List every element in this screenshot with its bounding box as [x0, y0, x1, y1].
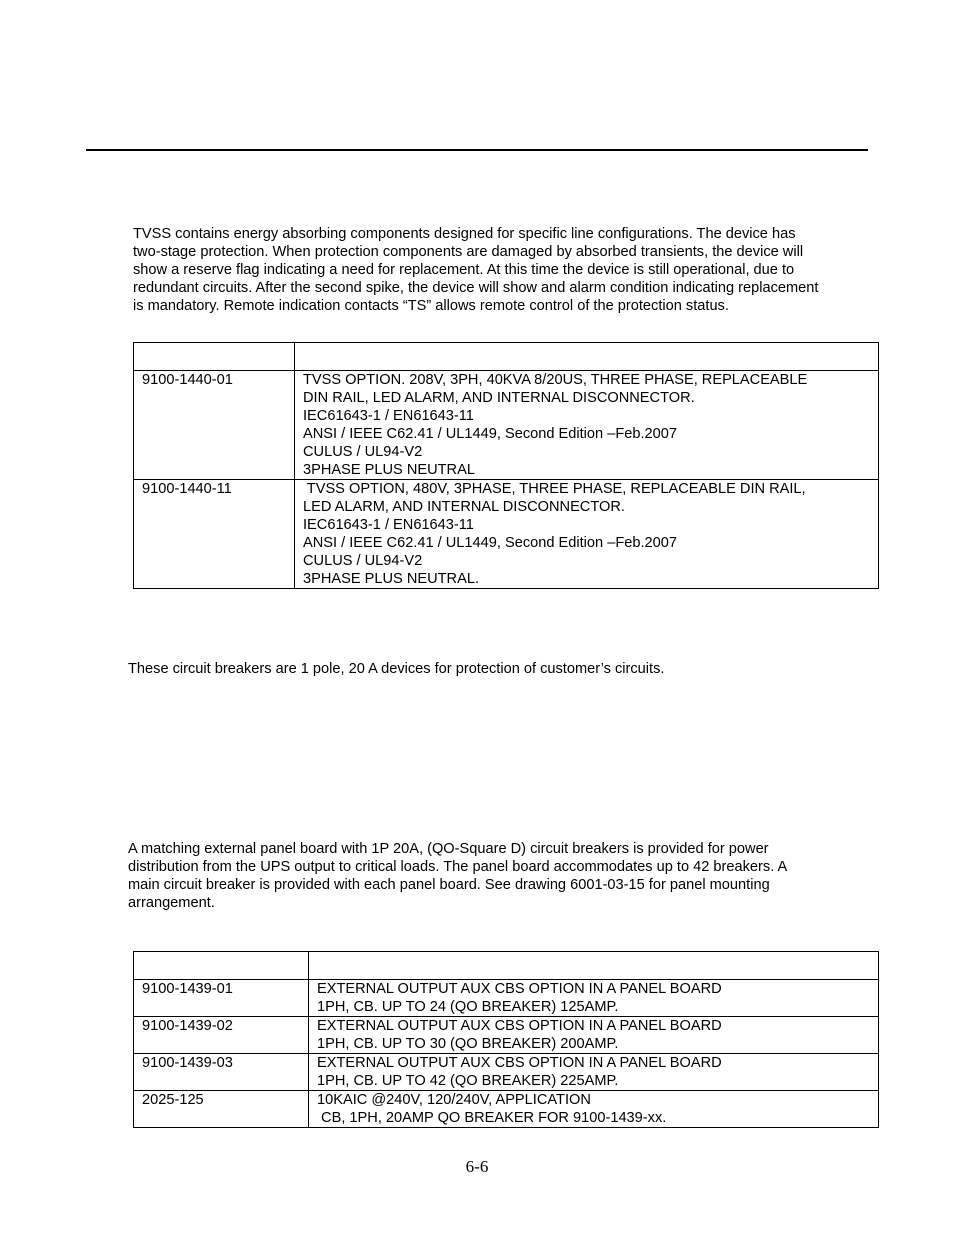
paragraph-line: main circuit breaker is provided with each panel board. See drawing 6001-03-15 for panel mounting — [128, 877, 770, 893]
paragraph-line: show a reserve flag indicating a need for replacement. At this time the device is still operational, due to — [133, 262, 795, 278]
header-cell-description — [295, 343, 879, 371]
table-row — [134, 480, 879, 589]
page-number: 6-6 — [465, 1157, 489, 1176]
table-row — [134, 1091, 879, 1128]
description-cell: EXTERNAL OUTPUT AUX CBS OPTION IN A PANEL BOARD 1PH, CB. UP TO 24 (QO BREAKER) 125AMP. — [309, 980, 879, 1017]
part-number-cell: 9100-1440-01 — [134, 371, 295, 480]
part-number-cell: 9100-1440-11 — [134, 480, 295, 589]
paragraph-line: two-stage protection. When protection components are damaged by absorbed transients, the device will — [133, 244, 804, 260]
table-header-row — [134, 343, 879, 371]
table-header-row — [134, 952, 879, 980]
paragraph-line: is mandatory. Remote indication contacts “TS” allows remote control of the protection status. — [133, 298, 729, 314]
paragraph-line: TVSS contains energy absorbing components designed for specific line configurations. The device has — [133, 226, 796, 242]
table-row — [134, 1017, 879, 1054]
part-number-cell: 9100-1439-03 — [134, 1054, 309, 1091]
table-row — [134, 371, 879, 480]
header-cell-description — [309, 952, 879, 980]
table-row — [134, 980, 879, 1017]
paragraph-line: redundant circuits. After the second spike, the device will show and alarm condition indicating replacement — [133, 280, 819, 296]
panel-intro-paragraph — [128, 840, 787, 912]
paragraph-line: distribution from the UPS output to critical loads. The panel board accommodates up to 42 breakers. A — [128, 859, 788, 875]
paragraph-line: arrangement. — [128, 895, 215, 911]
table-row — [134, 1054, 879, 1091]
part-number-cell: 2025-125 — [134, 1091, 309, 1128]
paragraph-line: A matching external panel board with 1P 20A, (QO-Square D) circuit breakers is provided for power — [128, 841, 769, 857]
header-cell-part — [134, 343, 295, 371]
tvss-parts-table — [133, 342, 879, 589]
paragraph-line: These circuit breakers are 1 pole, 20 A devices for protection of customer’s circuits. — [128, 661, 665, 677]
description-cell: EXTERNAL OUTPUT AUX CBS OPTION IN A PANEL BOARD 1PH, CB. UP TO 30 (QO BREAKER) 200AMP. — [309, 1017, 879, 1054]
description-cell: TVSS OPTION. 208V, 3PH, 40KVA 8/20US, THREE PHASE, REPLACEABLE DIN RAIL, LED ALARM, AND INTERNAL DISCONNECTOR. IEC61643-1 / EN61643-11 ANSI / IEEE C62.41 / UL1449, Second Edition –Feb.2007 CULUS / UL94-V2 3PHASE PLUS NEUTRAL — [295, 371, 879, 480]
header-rule — [86, 149, 868, 151]
description-cell: TVSS OPTION, 480V, 3PHASE, THREE PHASE, REPLACEABLE DIN RAIL, LED ALARM, AND INTERNAL DISCONNECTOR. IEC61643-1 / EN61643-11 ANSI / IEEE C62.41 / UL1449, Second Edition –Feb.2007 CULUS / UL94-V2 3PHASE PLUS NEUTRAL. — [295, 480, 879, 589]
tvss-intro-paragraph — [133, 225, 818, 315]
header-cell-part — [134, 952, 309, 980]
description-cell: 10KAIC @240V, 120/240V, APPLICATION CB, 1PH, 20AMP QO BREAKER FOR 9100-1439-xx. — [309, 1091, 879, 1128]
part-number-cell: 9100-1439-01 — [134, 980, 309, 1017]
breakers-paragraph — [128, 660, 664, 678]
panel-parts-table — [133, 951, 879, 1128]
part-number-cell: 9100-1439-02 — [134, 1017, 309, 1054]
description-cell: EXTERNAL OUTPUT AUX CBS OPTION IN A PANEL BOARD 1PH, CB. UP TO 42 (QO BREAKER) 225AMP. — [309, 1054, 879, 1091]
